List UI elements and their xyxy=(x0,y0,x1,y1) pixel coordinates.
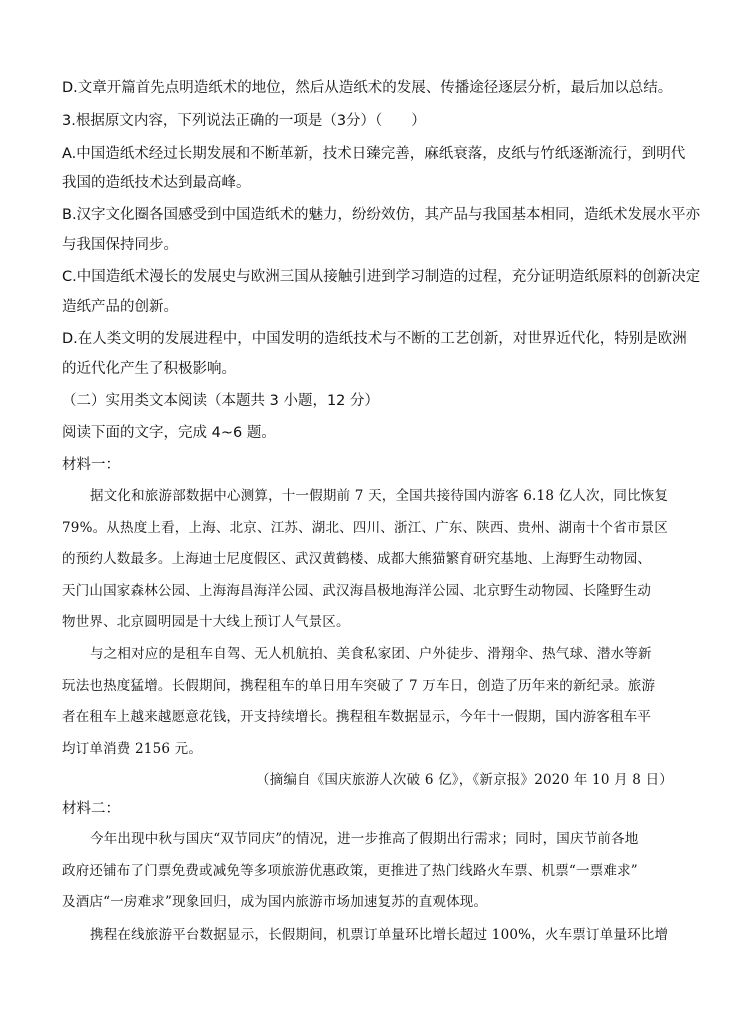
question-3: 3.根据原文内容，下列说法正确的一项是（3分）（ ） xyxy=(62,113,426,129)
material-1-paragraph-1-line: 79%。从热度上看，上海、北京、江苏、湖北、四川、浙江、广东、陕西、贵州、湖南十个省市景区 xyxy=(62,520,669,536)
material-2-paragraph-1-line: 政府还铺布了门票免费或减免等多项旅游优惠政策，更推进了热门线路火车票、机票“一票难求” xyxy=(62,863,638,879)
material-2-paragraph-1-line: 今年出现中秋与国庆“双节同庆”的情况，进一步推高了假期出行需求；同时，国庆节前各地 xyxy=(90,831,639,847)
option-b-line-1: B.汉字文化圈各国感受到中国造纸术的魅力，纷纷效仿，其产品与我国基本相同，造纸术发展水平亦 xyxy=(62,207,701,223)
material-1-paragraph-1-line: 的预约人数最多。上海迪士尼度假区、武汉黄鹤楼、成都大熊猫繁育研究基地、上海野生动物园、 xyxy=(62,551,652,567)
material-1-paragraph-1-line: 据文化和旅游部数据中心测算，十一假期前 7 天，全国共接待国内游客 6.18 亿人次，同比恢复 xyxy=(90,488,669,504)
option-a-line-2: 我国的造纸技术达到最高峰。 xyxy=(62,175,251,191)
option-b-line-2: 与我国保持同步。 xyxy=(62,237,178,253)
option-d-line-1: D.在人类文明的发展进程中，中国发明的造纸技术与不断的工艺创新，对世界近代化，特别是欧洲 xyxy=(62,331,687,347)
option-c-line-2: 造纸产品的创新。 xyxy=(62,299,178,315)
material-2-paragraph-1-line: 及酒店“一房难求”现象回归，成为国内旅游市场加速复苏的直观体现。 xyxy=(62,894,488,910)
material-1-paragraph-2-line: 者在租车上越来越愿意花钱，开支持续增长。携程租车数据显示，今年十一假期，国内游客租车平 xyxy=(62,709,652,725)
material-2-label: 材料二： xyxy=(62,801,120,817)
section-heading: （二）实用类文本阅读（本题共 3 小题，12 分） xyxy=(62,393,380,409)
material-1-paragraph-2-line: 玩法也热度猛增。长假期间，携程租车的单日用车突破了 7 万车日，创造了历年来的新纪录。旅游 xyxy=(62,678,656,694)
material-1-paragraph-1-line: 天门山国家森林公园、上海海昌海洋公园、武汉海昌极地海洋公园、北京野生动物园、长隆野生动 xyxy=(62,583,652,599)
option-c-line-1: C.中国造纸术漫长的发展史与欧洲三国从接触引进到学习制造的过程，充分证明造纸原料的创新决定 xyxy=(62,269,701,285)
option-d-q2: D.文章开篇首先点明造纸术的地位，然后从造纸术的发展、传播途径逐层分析，最后加以总结。 xyxy=(62,80,673,96)
material-2-paragraph-2-line: 携程在线旅游平台数据显示，长假期间，机票订单量环比增长超过 100%，火车票订单量环比增 xyxy=(90,927,669,943)
option-a-line-1: A.中国造纸术经过长期发展和不断革新，技术日臻完善，麻纸衰落，皮纸与竹纸逐渐流行，到明代 xyxy=(62,146,686,162)
section-instruction: 阅读下面的文字，完成 4~6 题。 xyxy=(62,425,276,441)
option-d-line-2: 的近代化产生了积极影响。 xyxy=(62,361,236,377)
material-1-paragraph-2-line: 均订单消费 2156 元。 xyxy=(62,741,203,757)
material-1-paragraph-2-line: 与之相对应的是租车自驾、无人机航拍、美食私家团、户外徒步、滑翔伞、热气球、潜水等新 xyxy=(90,646,652,662)
material-1-paragraph-1-line: 物世界、北京圆明园是十大线上预订人气景区。 xyxy=(62,614,350,630)
material-1-source: （摘编自《国庆旅游人次破 6 亿》，《新京报》2020 年 10 月 8 日） xyxy=(255,772,673,788)
material-1-label: 材料一： xyxy=(62,457,120,473)
